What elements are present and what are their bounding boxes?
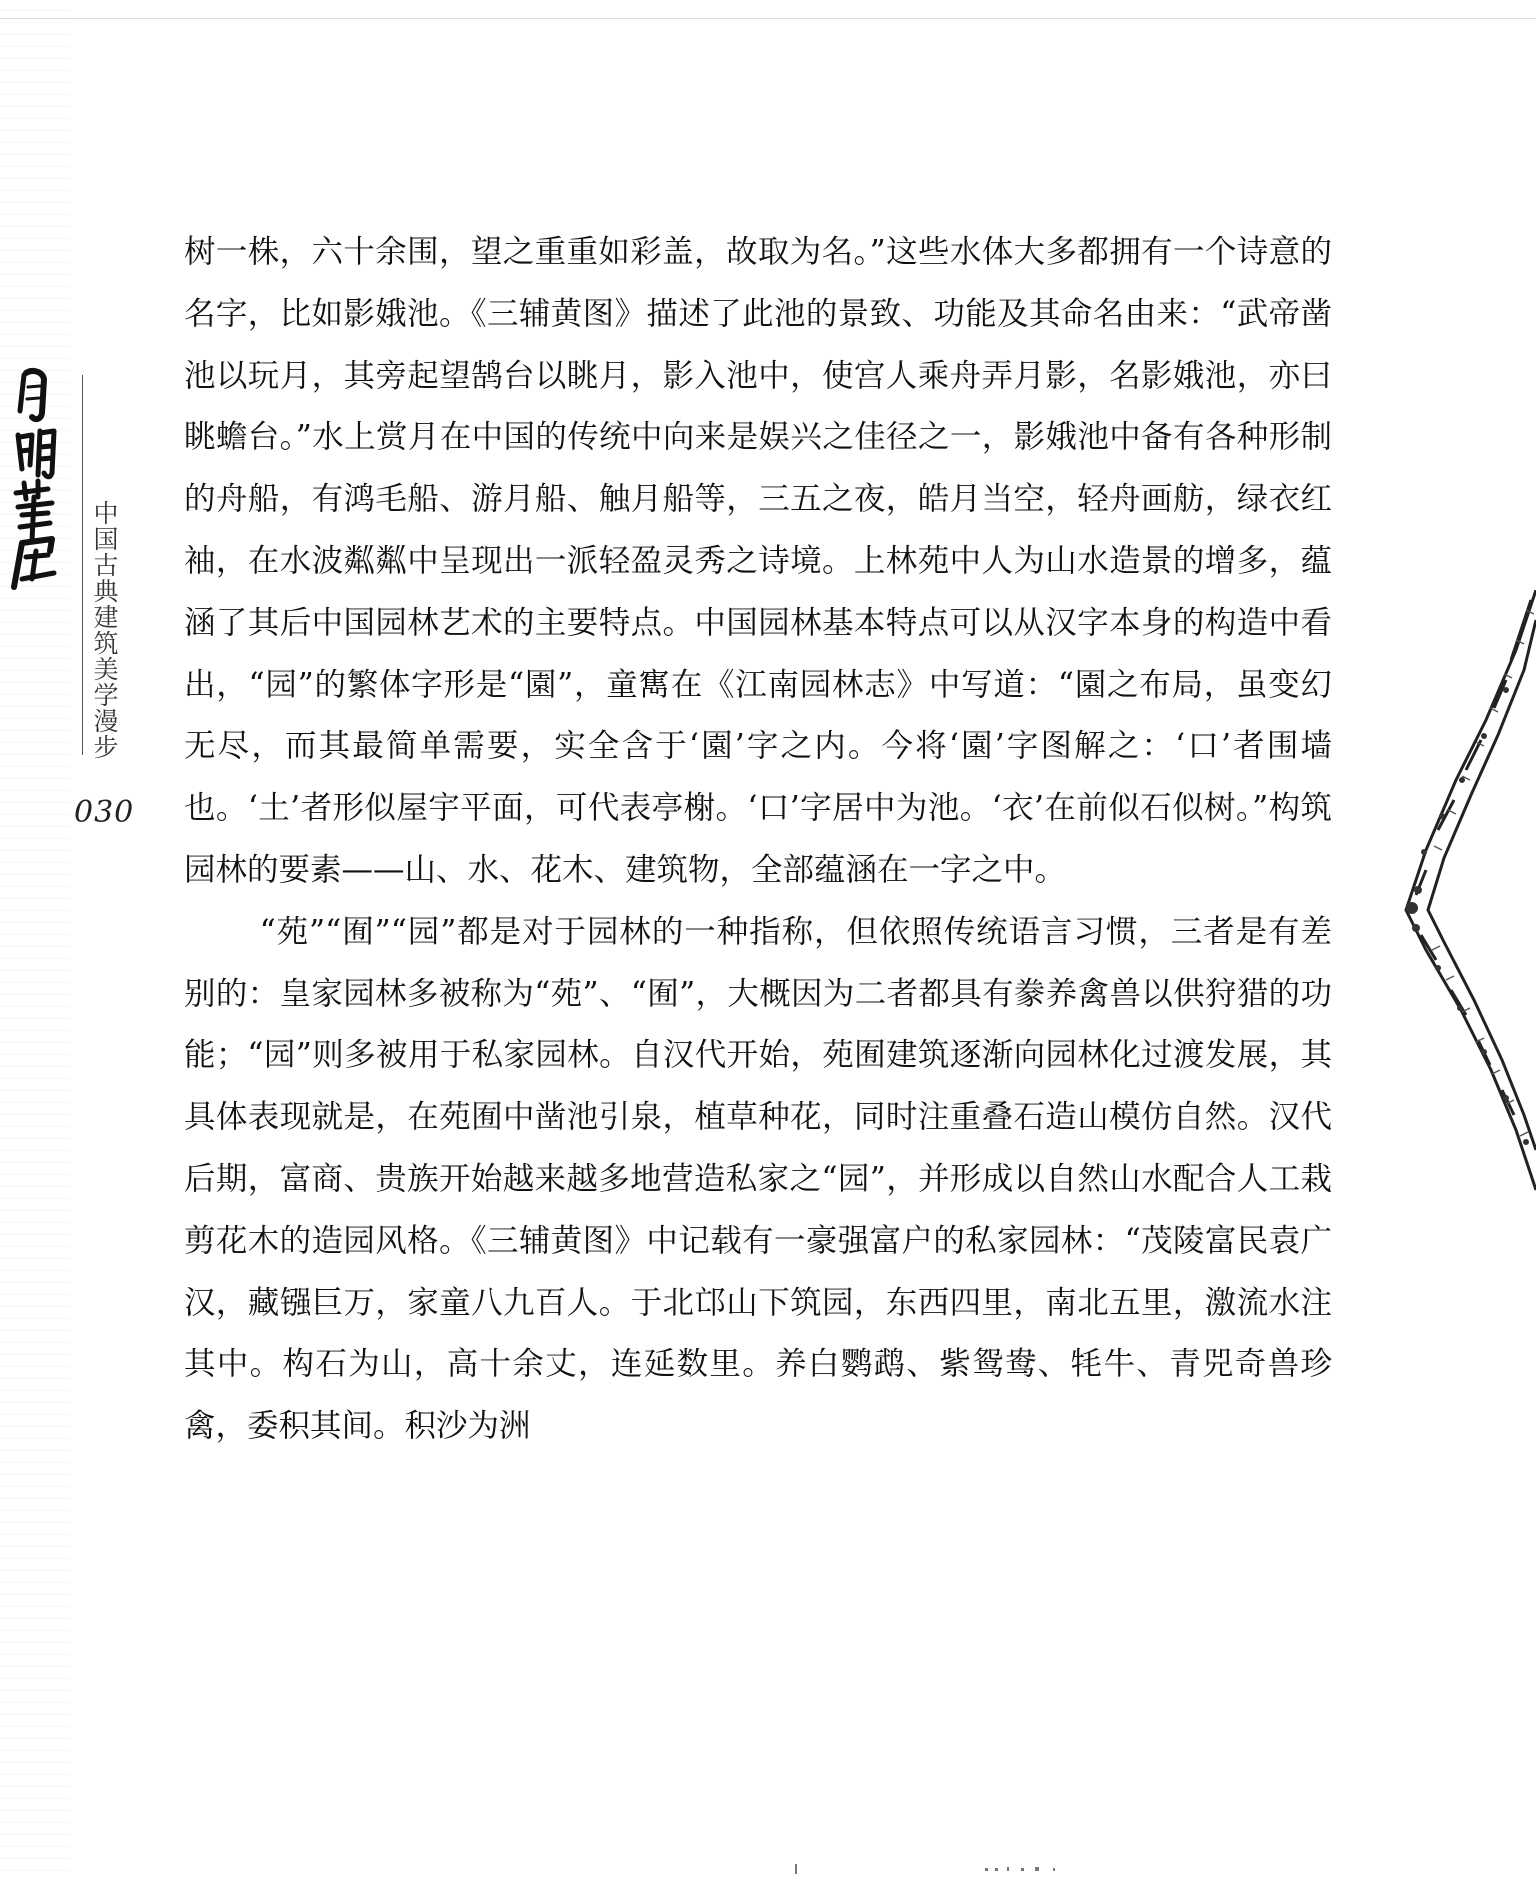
decorative-border-illustration — [1366, 590, 1536, 1390]
paragraph: 树一株，六十余围，望之重重如彩盖，故取为名。”这些水体大多都拥有一个诗意的名字，比如影娥池。《三辅黄图》描述了此池的景致、功能及其命名由来：“武帝凿池以玩月，其旁起望鹄台以眺月，影入池中，使宫人乘舟弄月影，名影娥池，亦曰眺蟾台。”水上赏月在中国的传统中向来是娱兴之佳径之一，影娥池中备有各种形制的舟船，有鸿毛船、游月船、触月船等，三五之夜，皓月当空，轻舟画舫，绿衣红袖，在水波粼粼中呈现出一派轻盈灵秀之诗境。上林苑中人为山水造景的增多，蕴涵了其后中国园林艺术的主要特点。中国园林基本特点可以从汉字本身的构造中看出，“园”的繁体字形是“園”，童寯在《江南园林志》中写道：“園之布局，虽变幻无尽，而其最简单需要，实全含于‘園’字之内。今将‘園’字图解之：‘口’者围墙也。‘土’者形似屋宇平面，可代表亭榭。‘口’字居中为池。‘衣’在前似石似树。”构筑园林的要素——山、水、花木、建筑物，全部蕴涵在一字之中。 — [184, 234, 1332, 888]
page-number: 030 — [74, 795, 135, 830]
series-title: 中国古典建筑美学漫步 — [90, 500, 119, 760]
body-text — [184, 222, 1332, 1458]
calligraphy-logo — [8, 365, 80, 590]
paragraph: “苑”“囿”“园”都是对于园林的一种指称，但依照传统语言习惯，三者是有差别的：皇家园林多被称为“苑”、“囿”，大概因为二者都具有豢养禽兽以供狩猎的功能；“园”则多被用于私家园林。自汉代开始，苑囿建筑逐渐向园林化过渡发展，其具体表现就是，在苑囿中凿池引泉，植草种花，同时注重叠石造山模仿自然。汉代后期，富商、贵族开始越来越多地营造私家之“园”，并形成以自然山水配合人工栽剪花木的造园风格。《三辅黄图》中记载有一豪强富户的私家园林：“茂陵富民袁广汉，藏镪巨万，家童八九百人。于北邙山下筑园，东西四里，南北五里，激流水注其中。构石为山，高十余丈，连延数里。养白鹦鹉、紫鸳鸯、牦牛、青兕奇兽珍禽，委积其间。积沙为洲 — [184, 913, 1332, 1445]
scan-top-edge — [0, 0, 1536, 19]
scan-left-edge — [0, 0, 70, 1881]
scan-bottom-marks — [795, 1862, 1095, 1876]
sidebar-rule — [82, 375, 83, 755]
